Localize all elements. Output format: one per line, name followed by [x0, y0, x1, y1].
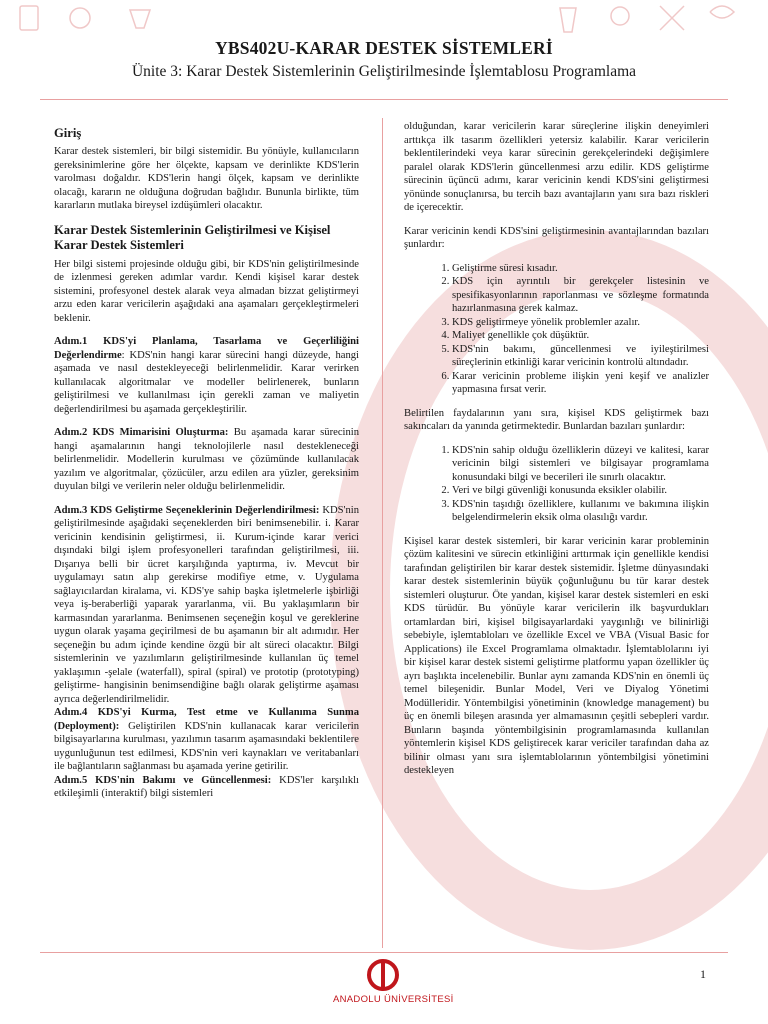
university-logo: [333, 958, 454, 1005]
personal-kds-paragraph: Kişisel karar destek sistemleri, bir karar vericinin karar probleminin çözüm kalitesini ve sürecin etkinliğini arttırmak için genellikle kendisi tarafından geliştirilen bir karar destek sistemidir. İşletme dünyasındaki karar destek sistemlerinin büyük çoğunluğunu bu tür karar destek sistemleri oluşturur. Öte yandan, kişisel karar destek sistemleri en eski KDS türüdür. Bu yönüyle karar vericilerin ilk başvurdukları ortamlardan biri, kişisel bilgisayarlardaki yaygınlığı ve bilinirliği sebebiyle, işlemtabloları ve özellikle Excel ve VBA (Visual Basic for Applications) ile Excel Programlama olmaktadır. İşlemtablolarını iyi bir kişisel karar destek sistemi geliştirme platformu yapan özellikler üç ayrı başlıkta incelenebilir. Bunlar aynı zamanda KDS'nin en önemli üç temel bileşenidir. Bunlar Model, Veri ve Diyalog Yönetimi Modülleridir. Yöntembilgisi yönetiminin (knowledge management) bu üç en önemli bileşen arasında yer almamasının çeşitli sebepleri vardır. Bunların başında yöntembilgisinin programlamasında kullanılan yöntemlerin kişisel KDS geliştirecek karar vericiler tarafından daha az bilinir olması yanı sıra işlemtablolarının yöntembilgisi yönetimini destekleyen: [404, 535, 709, 776]
header-divider: [40, 99, 728, 100]
step-4-label: Adım.4 KDS'yi Kurma, Test etme ve Kullanıma Sunma (Deployment):: [54, 707, 359, 732]
intro-paragraph: Karar destek sistemleri, bir bilgi sistemidir. Bu yönüyle, kullanıcıların gereksinimlerine göre her ölçekte, kapsam ve derinlikte KDS'lerin varolması doğaldır. KDS'lerin hangi ölçek, kapsam ve derinlikte olacağı, kararın ne olduğuna doğrudan bağlıdır. Bununla birlikte, tüm kararların mutlaka bireysel izdüşümleri olacaktır.: [54, 146, 359, 211]
step-1-text: : KDS'nin hangi karar sürecini hangi düzeyde, hangi aşamada ve nasıl destekleyeceği belirlenmelidir. Karar verirken kullanılacak algoritmalar ve modeller belirlenerek, bunların geliştirilmesi ve kullanılması için gerekli zaman ve maliyetin değerlendirilmesi bu aşamada gerçekleştirilir.: [54, 349, 359, 415]
step-5-paragraph: [54, 774, 359, 801]
gear-doodle-icon: [70, 8, 90, 28]
list-item: 5. KDS'nin bakımı, güncellenmesi ve iyileştirilmesi süreçlerinin etkinliği karar vericinin kontrolü altındadır.: [452, 343, 709, 370]
unit-title: Ünite 3: Karar Destek Sistemlerinin Geliştirilmesinde İşlemtablosu Programlama: [131, 63, 637, 80]
university-emblem-icon: [366, 958, 400, 992]
step-4-paragraph: [54, 706, 359, 774]
step-3-text: KDS'nin geliştirilmesinde aşağıdaki seçeneklerden biri benimsenebilir. i. Karar vericinin kendisinin geliştirmesi, ii. Kurum-içinde karar verici dışındaki bilgi işlem profesyonelleri tarafından geliştirilmesi, iii. Dışarıya belli bir ücret karşılığında yaptırma, iv. Mevcut bir uygulamayı satın alıp gerekirse modifiye etme, v. Uygulama sağlayıcılardan kiralama, vi. KDS'ye sahip başka işletmelerle işbirliği veya iş-beraberliği yaparak yararlanma, vii. Bu yaklaşımların bir karmasından yararlanma. Benimsenen seçeneğin koşul ve gereklerine uygun olarak yaşama geçirilmesi de bu aşamanın bir alt adımıdır. Her seçeneğin bu adım içinde kendine özgü bir alt süreci olacaktır. Bilgi sistemlerinin ve yazılımların geliştirilmesinde kullanılan üç temel yaklaşımın -şelale (waterfall), spiral (spiral) ve prototip (prototyping) geliştirme- hangisinin benimsendiğine bağlı olarak geliştirme aşaması ayrıca değerlendirilmelidir.: [54, 504, 359, 705]
footer-divider: [40, 952, 728, 953]
advantages-list: [404, 262, 709, 397]
list-item: 1. KDS'nin sahip olduğu özelliklerin düzeyi ve kalitesi, karar vericinin bilgi sistemleri ve bilgisayar programlama konusundaki bilgi ve becerileri ile sınırlı olacaktır.: [452, 444, 709, 485]
calculator-doodle-icon: [20, 6, 38, 30]
step-4-text: Geliştirilen KDS'nin kullanacak karar vericilerin bilgisayarlarına kurulması, yazılımın tasarım aşamasındaki beklentilere uygunluğunun test edilmesi, KDS'nin veri kaynakları ve veritabanları ile bağlantıların sağlanması bu aşamada yerine getirilir.: [54, 720, 359, 772]
list-item: 4. Maliyet genellikle çok düşüktür.: [452, 329, 709, 343]
page-number: 1: [700, 967, 706, 981]
step-3-label: Adım.3 KDS Geliştirme Seçeneklerinin Değerlendirilmesi:: [54, 504, 320, 516]
step-5-label: Adım.5 KDS'nin Bakımı ve Güncellenmesi:: [54, 774, 272, 786]
step-2-label: Adım.2 KDS Mimarisini Oluşturma:: [54, 427, 229, 438]
section-title-development: Karar Destek Sistemlerinin Geliştirilmesi ve Kişisel Karar Destek Sistemleri: [54, 222, 331, 252]
step-2-paragraph: [54, 426, 359, 494]
step-2-text: Bu aşamada karar sürecinin hangi aşamalarının hangi teknolojilerle nasıl destekleneceği belirlenmelidir. Modellerin kurulması ve çözümünde kullanılacak yazılım ve algoritmalar, çözücüler, arzu edilen ara yüzler, gereksinim duyulan bilgi ve verilerin neler olduğu belirlenmelidir.: [54, 427, 360, 492]
disadvantages-intro: Belirtilen faydalarının yanı sıra, kişisel KDS geliştirmek bazı sakıncaları da yanında getirmektedir. Bunlardan bazıları şunlardır:: [404, 407, 709, 432]
advantages-intro: Karar vericinin kendi KDS'sini geliştirmesinin avantajlarından bazıları şunlardır:: [404, 225, 709, 250]
list-item: 2. Veri ve bilgi güvenliği konusunda eksikler olabilir.: [452, 484, 709, 498]
university-name: ANADOLU ÜNİVERSİTESİ: [333, 994, 454, 1005]
beaker-doodle-icon: [560, 8, 576, 32]
development-paragraph: Her bilgi sistemi projesinde olduğu gibi, bir KDS'nin geliştirilmesinde de izlenmesi gereken adımlar vardır. Kendi kişisel karar destek sistemini, profesyonel destek alarak veya almadan bizzat geliştirmeyi arzu eden karar vericilerin aşağıdaki ana aşamaları gerçekleştirmeleri beklenir.: [54, 258, 359, 324]
page-header: [0, 38, 768, 81]
list-item: 3. KDS'nin taşıdığı özelliklere, kullanımı ve bakımına ilişkin belgelendirmelerin eksik olma olasılığı vardır.: [452, 498, 709, 525]
step-1-paragraph: [54, 335, 359, 416]
step-5-text: KDS'ler karşılıklı etkileşimli (interaktif) bilgi sistemleri: [54, 774, 360, 799]
globe-doodle-icon: [611, 7, 629, 25]
column-divider: [382, 118, 383, 948]
left-column: [54, 126, 359, 801]
leaf-doodle-icon: [710, 6, 734, 18]
step-3-paragraph: [54, 504, 359, 707]
flask-doodle-icon: [130, 10, 150, 28]
continuation-paragraph: olduğundan, karar vericilerin karar süreçlerine ilişkin deneyimleri arttıkça ilk tasarım özellikleri yetersiz kalabilir. Karar vericilerin beklentilerindeki veya karar sürecinin gerekçelerindeki değişimlere paralel olarak KDS'lerin güncellenmesi arzu edilir. KDS geliştirme sürecinin üçüncü adımı, karar vericinin kendi KDS'sini geliştirmesi yönünde sonuçlanırsa, bu tercih bazı avantajların yanı sıra bazı riskleri de içerecektir.: [404, 121, 709, 213]
list-item: 3. KDS geliştirmeye yönelik problemler azalır.: [452, 316, 709, 330]
course-title: YBS402U-KARAR DESTEK SİSTEMLERİ: [215, 38, 553, 58]
cross-doodle-icon: [660, 6, 684, 30]
list-item: 2. KDS için ayrıntılı bir gerekçeler listesinin ve spesifikasyonlarının raporlanması ve sözleşme formatında hazırlanmasına gerek kalmaz.: [452, 275, 709, 316]
list-item: 6. Karar vericinin probleme ilişkin yeni keşif ve analizler yapmasına fırsat verir.: [452, 370, 709, 397]
step-1-label: Adım.1 KDS'yi Planlama, Tasarlama ve Geçerliliğini Değerlendirme: [54, 336, 359, 361]
section-title-intro: Giriş: [54, 126, 82, 140]
list-item: 1. Geliştirme süresi kısadır.: [452, 262, 709, 276]
right-column: [404, 120, 709, 778]
disadvantages-list: [404, 444, 709, 525]
decorative-doodles: [0, 0, 768, 40]
